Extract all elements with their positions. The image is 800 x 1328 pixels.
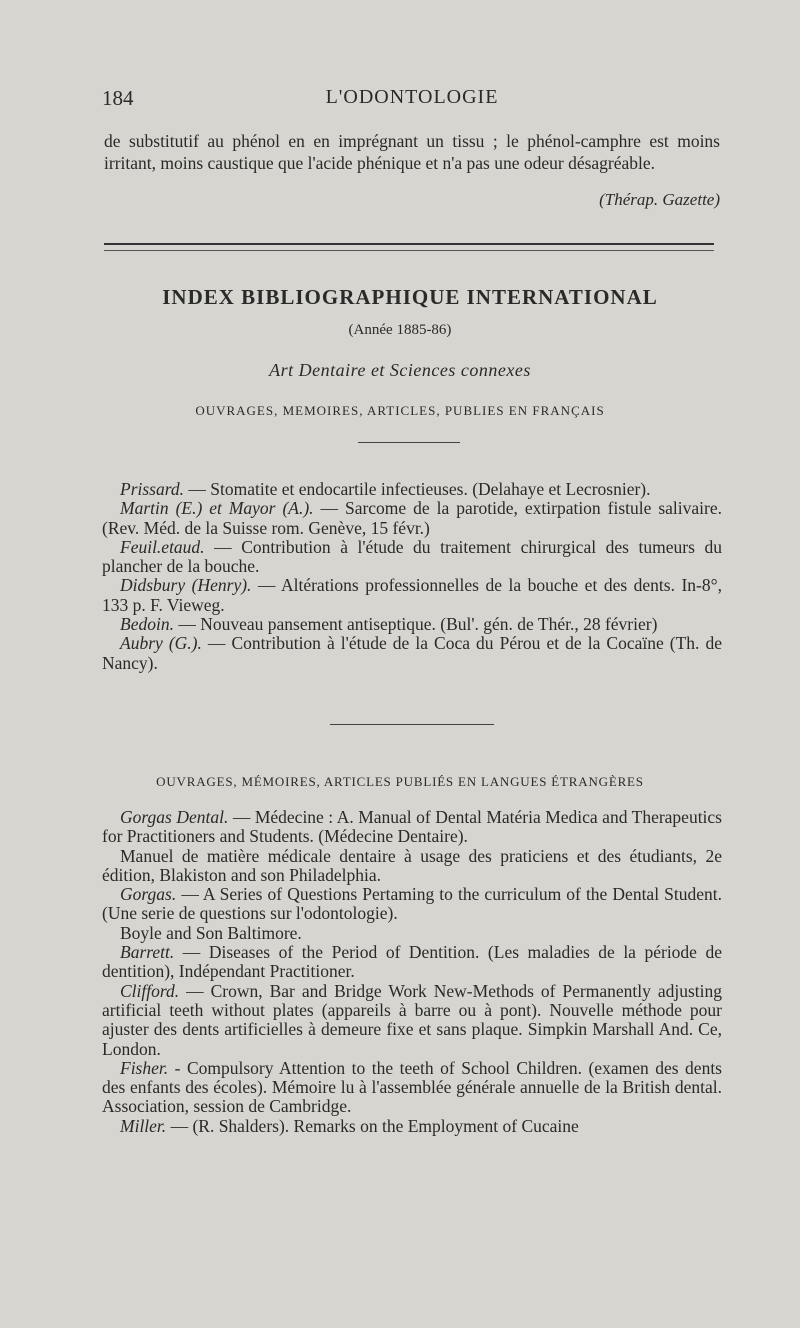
intro-paragraph: de substitutif au phénol en en imprégnant un tissu ; le phénol-camphre est moins irritant, moins caustique que l'acide phénique et n'a pas une odeur désagréable. xyxy=(104,131,720,173)
index-subtitle: Art Dentaire et Sciences connexes xyxy=(269,360,531,380)
entry-text: — Nouveau pansement antiseptique. (Bul'. gén. de Thér., 28 février) xyxy=(173,614,658,635)
running-title: L'ODONTOLOGIE xyxy=(325,86,499,108)
entry-author: Feuil.etaud. xyxy=(120,536,205,557)
intro-source: (Thérap. Gazette) xyxy=(599,190,720,209)
entry-author: Barrett. xyxy=(120,942,175,963)
list-item xyxy=(102,943,722,982)
list-item xyxy=(102,924,722,943)
entry-author: Didsbury (Henry). xyxy=(120,575,252,596)
entry-author: Martin (E.) et Mayor (A.). xyxy=(120,498,314,519)
index-title: INDEX BIBLIOGRAPHIQUE INTERNATIONAL xyxy=(162,285,658,309)
list-item xyxy=(102,808,722,847)
short-rule-divider xyxy=(330,724,494,725)
index-year: (Année 1885-86) xyxy=(348,322,452,338)
list-item xyxy=(102,499,722,538)
list-item xyxy=(102,538,722,577)
list-item xyxy=(102,885,722,924)
entry-text: — (R. Shalders). Remarks on the Employment of Cucaine xyxy=(166,1115,579,1136)
list-item xyxy=(102,1117,722,1136)
entry-author: Bedoin. xyxy=(120,614,174,635)
entry-text: - Compulsory Attention to the teeth of School Children. (examen des dents des enfants des écoles). Mémoire lu à l'assemblée générale annuelle de la British dental. Association, session de Cambridge. xyxy=(102,1057,722,1117)
page-number: 184 xyxy=(102,86,134,110)
list-item xyxy=(102,634,722,673)
entry-text: — Contribution à l'étude du traitement chirurgical des tumeurs du plancher de la bouche. xyxy=(102,536,722,577)
entry-text: — Diseases of the Period of Dentition. (Les maladies de la période de dentition), Indépendant Practitioner. xyxy=(102,942,722,982)
entry-text: — Stomatite et endocartile infectieuses. (Delahaye et Lecrosnier). xyxy=(184,479,651,499)
list-item xyxy=(102,615,722,634)
entry-text: — Médecine : A. Manual of Dental Matéria Medica and Therapeutics for Practitioners and Students. (Médecine Dentaire). xyxy=(102,807,722,847)
entry-text: — A Series of Questions Pertaming to the curriculum of the Dental Student. (Une serie de questions sur l'odontologie). xyxy=(102,884,722,924)
section-foreign-heading: OUVRAGES, MÉMOIRES, ARTICLES PUBLIÉS EN LANGUES ÉTRANGÈRES xyxy=(156,774,644,789)
list-item xyxy=(102,576,722,615)
entry-text: Boyle and Son Baltimore. xyxy=(120,922,302,943)
list-item xyxy=(102,847,722,886)
section-french-heading: OUVRAGES, MEMOIRES, ARTICLES, PUBLIES EN FRANÇAIS xyxy=(195,403,605,418)
entry-author: Prissard. xyxy=(120,479,185,499)
foreign-entries xyxy=(102,808,722,1136)
french-entries xyxy=(102,480,722,673)
entry-text: — Sarcome de la parotide, extirpation fistule salivaire. (Rev. Méd. de la Suisse rom. Genève, 15 févr.) xyxy=(102,498,722,538)
list-item xyxy=(102,1059,722,1117)
entry-text: — Contribution à l'étude de la Coca du Pérou et de la Cocaïne (Th. de Nancy). xyxy=(102,633,722,673)
entry-text: — Crown, Bar and Bridge Work New-Methods of Permanently adjusting artificial teeth without plates (appareils à barre ou à pont). Nouvelle méthode pour ajuster des dents artificielles à demeure fixe et sans plaque. Simpkin Marshall And. Ce, London. xyxy=(102,980,722,1059)
double-rule-divider xyxy=(104,243,714,251)
entry-text: — Altérations professionnelles de la bouche et des dents. In-8°, 133 p. F. Vieweg. xyxy=(102,575,723,615)
entry-author: Gorgas. xyxy=(120,884,177,905)
entry-author: Aubry (G.). xyxy=(120,633,202,654)
short-rule-divider xyxy=(358,442,460,443)
list-item xyxy=(102,982,722,1059)
entry-author: Clifford. xyxy=(120,980,180,1001)
entry-author: Fisher. xyxy=(120,1057,169,1078)
list-item xyxy=(102,480,722,499)
entry-author: Miller. xyxy=(120,1115,167,1136)
entry-text: Manuel de matière médicale dentaire à usage des praticiens et des étudiants, 2e édition, Blakiston and son Philadelphia. xyxy=(102,845,722,885)
entry-author: Gorgas Dental. xyxy=(120,807,229,827)
page-header xyxy=(102,86,722,116)
